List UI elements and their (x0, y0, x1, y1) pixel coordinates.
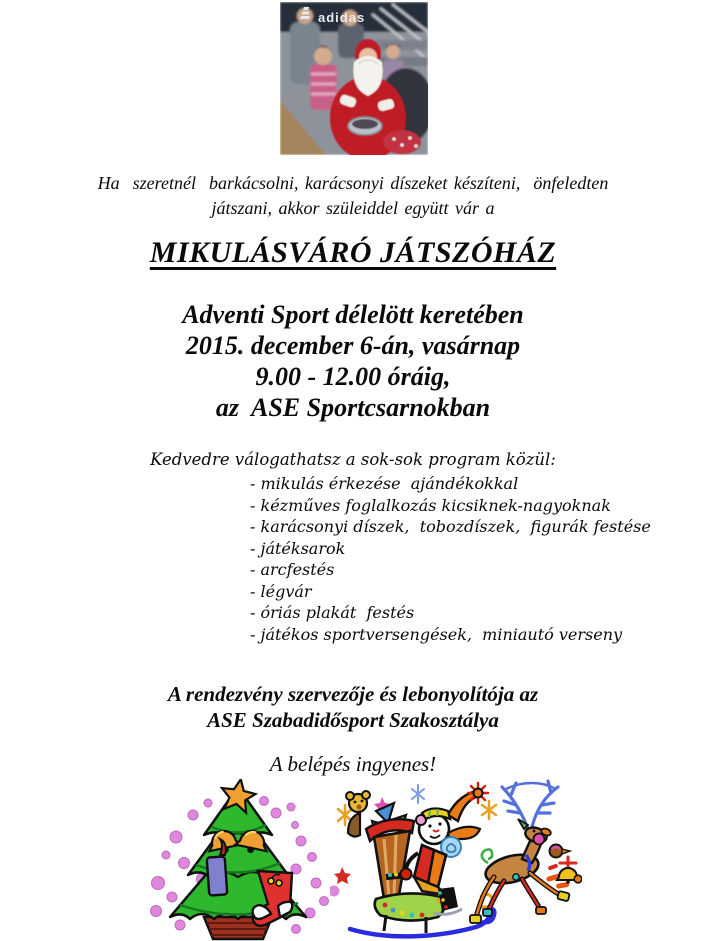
christmas-tree-clipart (146, 779, 330, 941)
harness-bird (550, 845, 571, 858)
antlers (502, 781, 558, 829)
reindeer (470, 781, 582, 923)
event-details (0, 299, 706, 423)
program-item: - mikulás érkezése ajándékokkal (250, 474, 519, 493)
program-item: - kézműves foglalkozás kicsiknek-nagyoknak (250, 495, 611, 515)
detail-time: 9.00 - 12.00 óráig, (255, 362, 451, 391)
program-item: - arcfestés (250, 560, 335, 579)
program-item: - játékos sportversengések, miniautó verseny (250, 624, 623, 644)
program-item: - légvár (250, 581, 312, 601)
reindeer-head (518, 819, 552, 845)
program-list-header: Kedvedre válogathatsz a sok-sok program közül: (150, 450, 556, 469)
detail-venue: az ASE Sportcsarnokban (215, 393, 491, 422)
program-item: - óriás plakát festés (250, 603, 415, 622)
program-item: - karácsonyi díszek, tobozdíszek, figurák festése (250, 517, 651, 536)
detail-context: Adventi Sport délelött keretében (182, 300, 524, 329)
detail-date: 2015. december 6-án, vasárnap (185, 331, 521, 360)
organizer-line-2: ASE Szabadidősport Szakosztálya (207, 708, 499, 732)
intro-line-1: Ha szeretnél barkácsolni, karácsonyi díszeket készíteni, önfeledten (97, 173, 609, 193)
intro-line-2: játszani, akkor szüleiddel együtt vár a (211, 198, 495, 218)
organizer-line-1: A rendezvény szervezője és lebonyolítója az (167, 682, 539, 706)
organizer-block (0, 681, 706, 733)
event-photo (280, 2, 428, 155)
page-title: MIKULÁSVÁRÓ JÁTSZÓHÁZ (149, 236, 557, 269)
intro-paragraph (0, 171, 706, 221)
program-item: - játéksarok (250, 538, 346, 558)
program-list (250, 473, 651, 645)
free-entry-note: A belépés ingyenes! (269, 752, 437, 776)
hanging-bell (557, 857, 582, 884)
santa-sleigh-clipart (330, 777, 582, 941)
svg-text:adidas: adidas (318, 10, 366, 25)
